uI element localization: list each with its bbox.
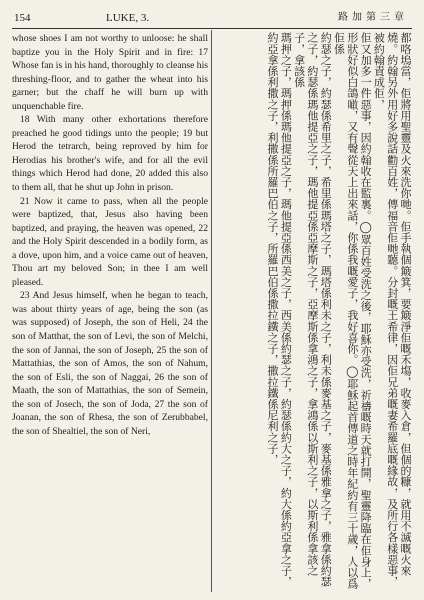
english-paragraph: 21 Now it came to pass, when all the people were baptized, that, Jesus also having been baptized, and praying, the heaven was opened, 22 and the Holy Spirit descended in a bodily form, as a dove, upon him, and a voice came out of heaven, Thou art my beloved Son; in thee I am well pleased.: [12, 195, 208, 288]
english-paragraph: 18 With many other exhortations therefore preached he good tidings unto the people; 19 but Herod the tetrarch, being reproved by him for Herodias his brother's wife, and for all the evil things which Herod had done, 20 added this also to them all, that he shut up John in prison.: [12, 114, 208, 194]
chinese-running-title: 路加第三章: [338, 12, 408, 23]
english-paragraph: 23 And Jesus himself, when he began to teach, was about thirty years of age, being the son (as was supposed) of Joseph, the son of Heli, 24 the son of Matthat, the son of Levi, the son of Melchi, the son of Jannai, the son of Joseph, 25 the son of Mattathias, the son of Amos, the son of Nahum, the son of Esli, the son of Naggai, 26 the son of Maath, the son of Mattathias, the son of Semein, the son of Josech, the son of Joda, 27 the son of Joanan, the son of Rhesa, the son of Zerubbabel, the son of Shealtiel, the son of Neri,: [12, 290, 208, 437]
header-rule: [12, 28, 412, 29]
english-paragraph: whose shoes I am not worthy to unloose: he shall baptize you in the Holy Spirit and in fire: 17 Whose fan is in his hand, thoroughly to cleanse his threshing-floor, and to gather the wheat into his garner; but the chaff he will burn up with unquenchable fire.: [12, 33, 208, 112]
chinese-column: [216, 32, 412, 592]
chinese-paragraph: 都咯塢當，佢將用聖靈及火來洗你哋。佢手執個簸箕，要簸淨佢嘅禾塲，收麥入倉，但個的糠，就用不滅嘅火來燒。約翰另外用好多說話勸百姓，傳福音佢哋聽。分封嘅王希律，因佢兄弟嘅妻希羅底嘅緣故，及所行各樣惡事，被約翰責成佢，: [372, 32, 412, 587]
english-column: [12, 32, 208, 592]
page-header: [14, 10, 410, 26]
running-title: LUKE, 3.: [106, 12, 150, 24]
chinese-paragraph: 佢又加多一件惡事，因約翰收在監裏。◯眾百姓受洗之後，耶穌亦受洗，祈禱嘅時天就打開，聖靈降臨在佢身上，形狀好似白鴿噉，又有聲從天上出來話，你係我嘅愛子，我好喜你。◯耶穌起首傳道之時年紀約有三十歲，人以爲佢係: [332, 32, 373, 589]
page-number: 154: [14, 12, 31, 24]
chinese-paragraph: 約瑟之子，約瑟係希里之子，希里係瑪塔之子，瑪塔係利未之子，利未係麥基之子，麥基係雅拿之子，雅拿係約瑟之子，約瑟係瑪他提亞之子，瑪他提亞係亞摩斯之子，亞摩斯係拿鴻之子，拿鴻係以斯利之子，以斯利係拿該之子，拿該係: [292, 32, 333, 587]
column-divider: [211, 30, 212, 592]
chinese-paragraph: 瑪押之子，瑪押係瑪他提亞之子，瑪他提亞係西美之子，西美係約瑟之子，約瑟係約大之子，約大係約亞拿之子，約亞拿係利撒之子，利撒係所羅巴伯之子，所羅巴伯係撒拉鐵之子，撒拉鐵係尼利之子，: [266, 32, 293, 587]
